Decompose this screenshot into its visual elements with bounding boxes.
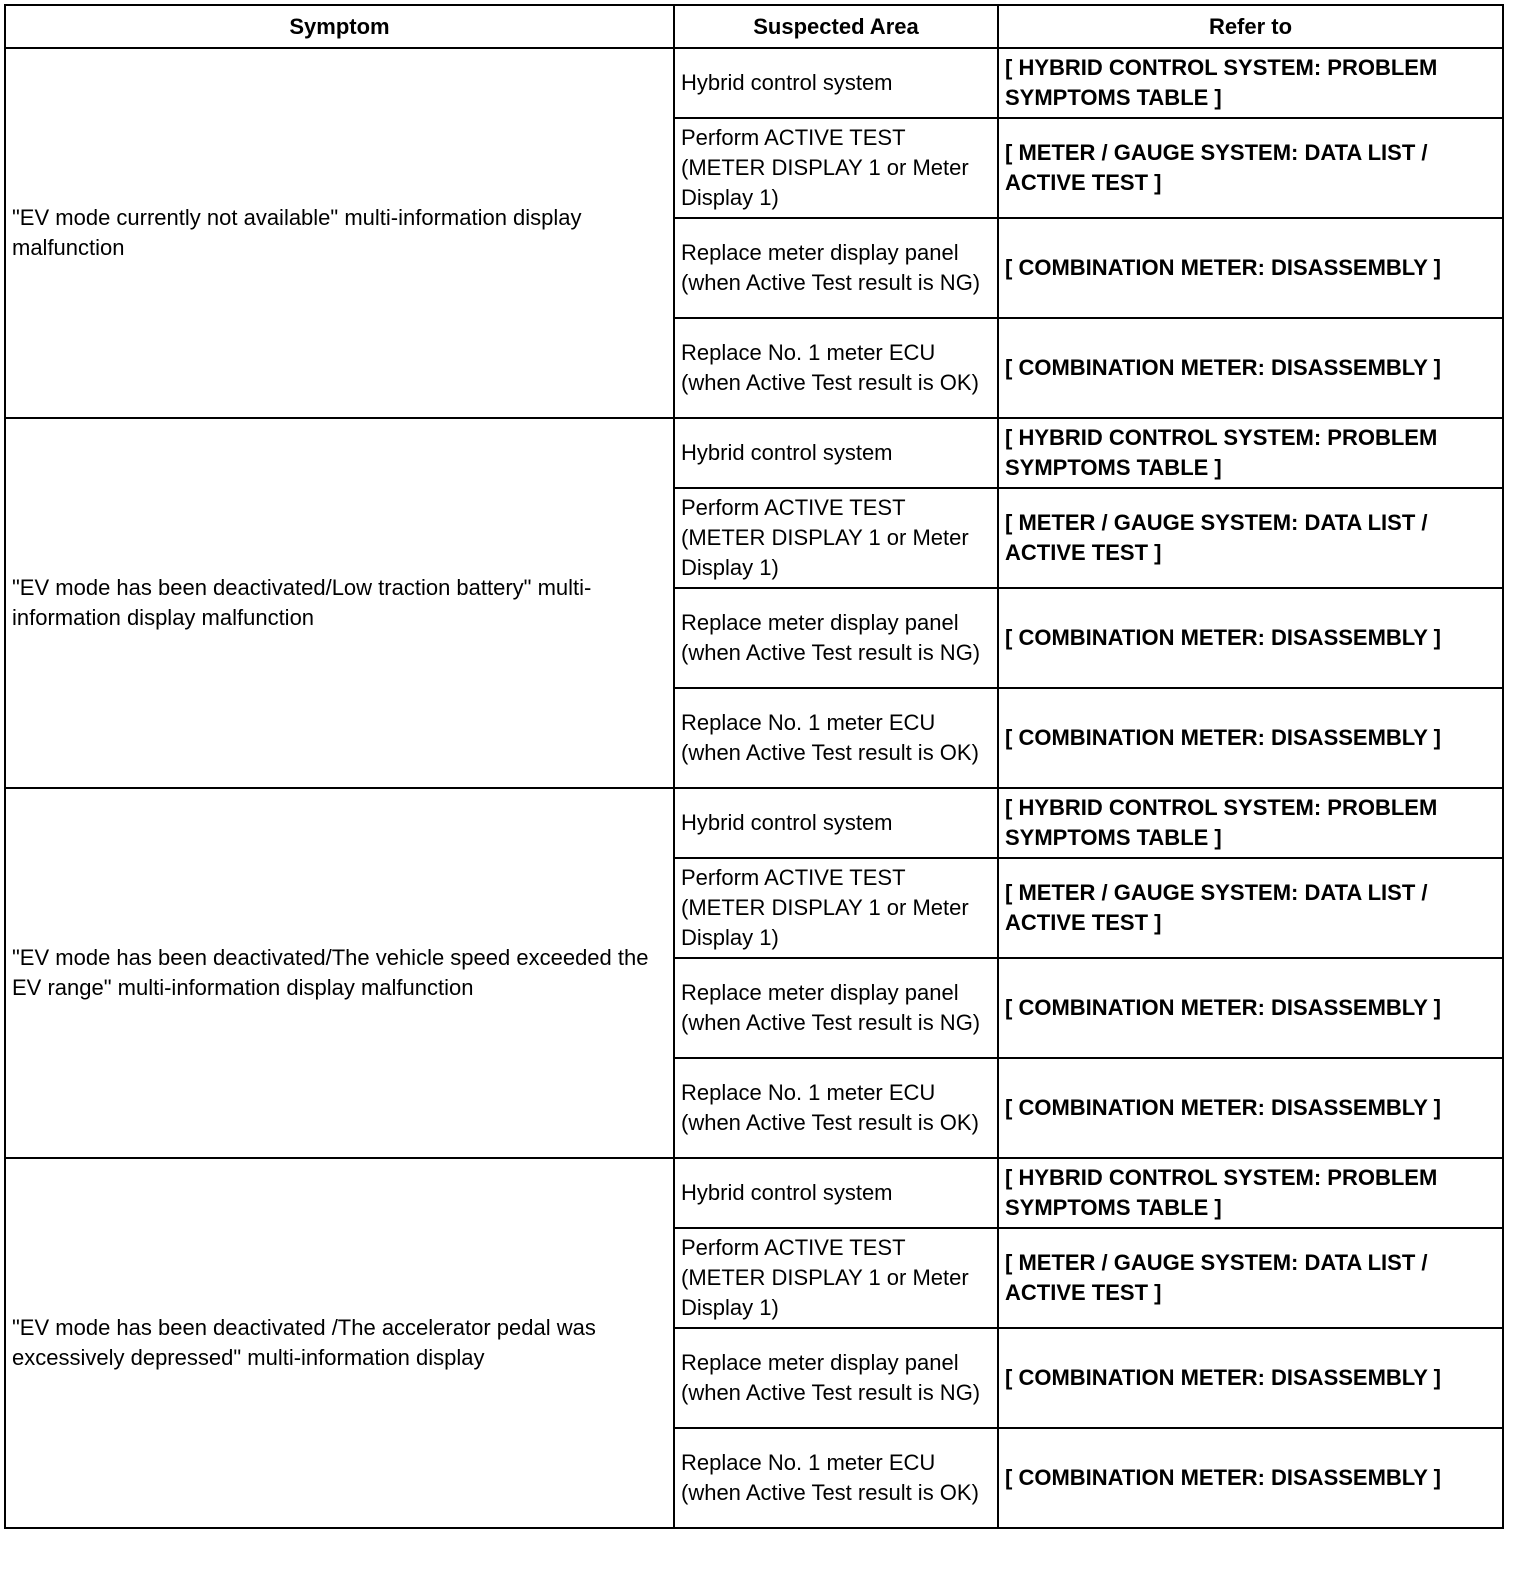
- header-refer-to: Refer to: [998, 5, 1503, 48]
- table-row: [5, 1158, 1503, 1228]
- refer-to-link[interactable]: [ HYBRID CONTROL SYSTEM: PROBLEM SYMPTOMS TABLE ]: [998, 418, 1503, 488]
- table-row: [5, 418, 1503, 488]
- table-row: [5, 788, 1503, 858]
- refer-to-link[interactable]: [ HYBRID CONTROL SYSTEM: PROBLEM SYMPTOMS TABLE ]: [998, 1158, 1503, 1228]
- refer-to-link[interactable]: [ COMBINATION METER: DISASSEMBLY ]: [998, 958, 1503, 1058]
- suspected-area-cell: Replace meter display panel (when Active Test result is NG): [674, 958, 998, 1058]
- suspected-area-cell: Replace No. 1 meter ECU (when Active Test result is OK): [674, 318, 998, 418]
- suspected-area-cell: Replace meter display panel (when Active Test result is NG): [674, 218, 998, 318]
- suspected-area-cell: Perform ACTIVE TEST (METER DISPLAY 1 or Meter Display 1): [674, 488, 998, 588]
- header-suspected-area: Suspected Area: [674, 5, 998, 48]
- table-row: [5, 48, 1503, 118]
- symptom-cell: "EV mode has been deactivated/Low traction battery" multi-information display malfunction: [5, 418, 674, 788]
- refer-to-link[interactable]: [ HYBRID CONTROL SYSTEM: PROBLEM SYMPTOMS TABLE ]: [998, 788, 1503, 858]
- refer-to-link[interactable]: [ COMBINATION METER: DISASSEMBLY ]: [998, 1058, 1503, 1158]
- symptom-cell: "EV mode has been deactivated/The vehicle speed exceeded the EV range" multi-information display malfunction: [5, 788, 674, 1158]
- symptom-cell: "EV mode has been deactivated /The accelerator pedal was excessively depressed" multi-information display: [5, 1158, 674, 1528]
- header-symptom: Symptom: [5, 5, 674, 48]
- suspected-area-cell: Hybrid control system: [674, 788, 998, 858]
- suspected-area-cell: Replace No. 1 meter ECU (when Active Test result is OK): [674, 1428, 998, 1528]
- suspected-area-cell: Replace meter display panel (when Active Test result is NG): [674, 1328, 998, 1428]
- refer-to-link[interactable]: [ HYBRID CONTROL SYSTEM: PROBLEM SYMPTOMS TABLE ]: [998, 48, 1503, 118]
- symptom-cell: "EV mode currently not available" multi-information display malfunction: [5, 48, 674, 418]
- suspected-area-cell: Replace No. 1 meter ECU (when Active Test result is OK): [674, 688, 998, 788]
- suspected-area-cell: Hybrid control system: [674, 1158, 998, 1228]
- suspected-area-cell: Replace meter display panel (when Active Test result is NG): [674, 588, 998, 688]
- refer-to-link[interactable]: [ COMBINATION METER: DISASSEMBLY ]: [998, 1328, 1503, 1428]
- refer-to-link[interactable]: [ COMBINATION METER: DISASSEMBLY ]: [998, 218, 1503, 318]
- refer-to-link[interactable]: [ METER / GAUGE SYSTEM: DATA LIST / ACTIVE TEST ]: [998, 858, 1503, 958]
- refer-to-link[interactable]: [ METER / GAUGE SYSTEM: DATA LIST / ACTIVE TEST ]: [998, 488, 1503, 588]
- refer-to-link[interactable]: [ COMBINATION METER: DISASSEMBLY ]: [998, 688, 1503, 788]
- suspected-area-cell: Perform ACTIVE TEST (METER DISPLAY 1 or Meter Display 1): [674, 1228, 998, 1328]
- refer-to-link[interactable]: [ COMBINATION METER: DISASSEMBLY ]: [998, 588, 1503, 688]
- refer-to-link[interactable]: [ COMBINATION METER: DISASSEMBLY ]: [998, 318, 1503, 418]
- symptoms-table: [4, 4, 1504, 1529]
- refer-to-link[interactable]: [ METER / GAUGE SYSTEM: DATA LIST / ACTIVE TEST ]: [998, 1228, 1503, 1328]
- suspected-area-cell: Perform ACTIVE TEST (METER DISPLAY 1 or Meter Display 1): [674, 858, 998, 958]
- refer-to-link[interactable]: [ COMBINATION METER: DISASSEMBLY ]: [998, 1428, 1503, 1528]
- header-row: [5, 5, 1503, 48]
- suspected-area-cell: Hybrid control system: [674, 418, 998, 488]
- suspected-area-cell: Replace No. 1 meter ECU (when Active Test result is OK): [674, 1058, 998, 1158]
- suspected-area-cell: Perform ACTIVE TEST (METER DISPLAY 1 or Meter Display 1): [674, 118, 998, 218]
- suspected-area-cell: Hybrid control system: [674, 48, 998, 118]
- refer-to-link[interactable]: [ METER / GAUGE SYSTEM: DATA LIST / ACTIVE TEST ]: [998, 118, 1503, 218]
